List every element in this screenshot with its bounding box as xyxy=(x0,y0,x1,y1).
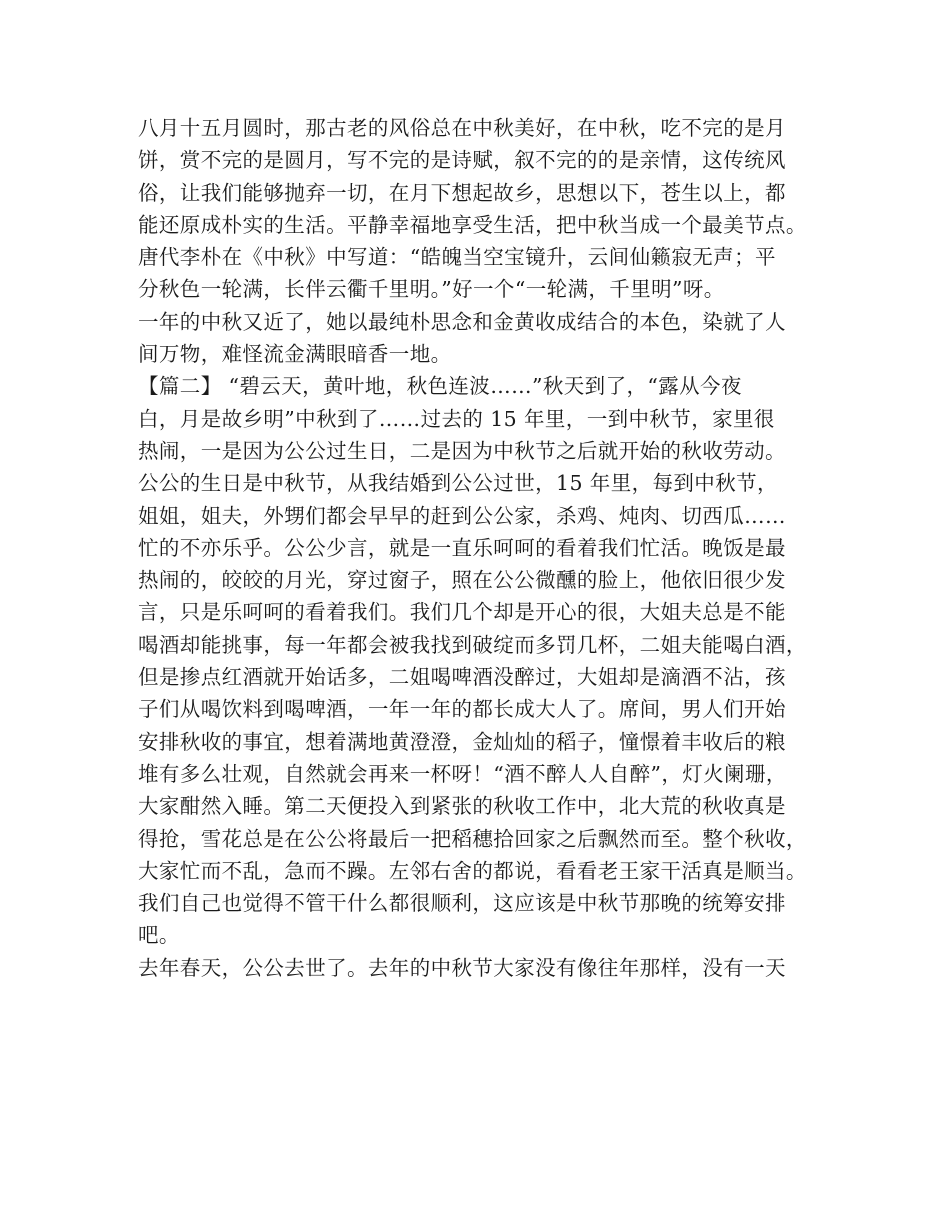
text-line: 俗，让我们能够抛弃一切，在月下想起故乡，思想以下，苍生以上，都 xyxy=(138,180,786,205)
text-line: 堆有多么壮观，自然就会再来一杯呀！“酒不醉人人自醉”，灯火阑珊， xyxy=(138,761,787,786)
text-line: 饼，赏不完的是圆月，写不完的是诗赋，叙不完的的是亲情，这传统风 xyxy=(138,148,786,173)
text-line: 喝酒却能挑事，每一年都会被我找到破绽而多罚几杯，二姐夫能喝白酒， xyxy=(138,632,807,657)
text-line: 吧。 xyxy=(138,923,180,948)
text-line: 唐代李朴在《中秋》中写道：“皓魄当空宝镜升，云间仙籁寂无声；平 xyxy=(138,245,776,270)
text-line: 忙的不亦乐乎。公公少言，就是一直乐呵呵的看着我们忙活。晚饭是最 xyxy=(138,535,786,560)
text-line: 八月十五月圆时，那古老的风俗总在中秋美好，在中秋，吃不完的是月 xyxy=(138,116,786,140)
text-line: 子们从喝饮料到喝啤酒，一年一年的都长成大人了。席间，男人们开始 xyxy=(138,697,786,722)
text-line: 大家酣然入睡。第二天便投入到紧张的秋收工作中，北大荒的秋收真是 xyxy=(138,794,786,819)
text-line: 但是掺点红酒就开始话多，二姐喝啤酒没醉过，大姐却是滴酒不沾，孩 xyxy=(138,665,786,690)
text-line: 安排秋收的事宜，想着满地黄澄澄，金灿灿的稻子，憧憬着丰收后的粮 xyxy=(138,729,786,754)
text-line: 间万物，难怪流金满眼暗香一地。 xyxy=(138,342,452,367)
text-line: 我们自己也觉得不管干什么都很顺利，这应该是中秋节那晚的统筹安排 xyxy=(138,891,786,916)
text-line: 能还原成朴实的生活。平静幸福地享受生活，把中秋当成一个最美节点。 xyxy=(138,212,807,237)
text-line: 一年的中秋又近了，她以最纯朴思念和金黄收成结合的本色，染就了人 xyxy=(138,309,786,334)
text-line: 大家忙而不乱，急而不躁。左邻右舍的都说，看看老王家干活真是顺当。 xyxy=(138,858,807,883)
text-line: 热闹，一是因为公公过生日，二是因为中秋节之后就开始的秋收劳动。 xyxy=(138,438,786,463)
text-line: 姐姐，姐夫，外甥们都会早早的赶到公公家，杀鸡、炖肉、切西瓜…… xyxy=(138,503,786,528)
text-line: 分秋色一轮满，长伴云衢千里明。”好一个“一轮满，千里明”呀。 xyxy=(138,277,725,302)
text-line: 言，只是乐呵呵的看着我们。我们几个却是开心的很，大姐夫总是不能 xyxy=(138,600,786,625)
text-line: 公公的生日是中秋节，从我结婚到公公过世，15 年里，每到中秋节， xyxy=(138,471,778,496)
text-line: 得抢，雪花总是在公公将最后一把稻穗拾回家之后飘然而至。整个秋收， xyxy=(138,826,807,851)
text-line: 热闹的，皎皎的月光，穿过窗子，照在公公微醺的脸上，他依旧很少发 xyxy=(138,568,786,593)
section-heading-line: 【篇二】 “碧云天，黄叶地，秋色连波……”秋天到了，“露从今夜 xyxy=(138,374,742,399)
article-body xyxy=(138,112,828,984)
text-line: 白，月是故乡明”中秋到了……过去的 15 年里，一到中秋节，家里很 xyxy=(138,406,775,431)
text-line: 去年春天，公公去世了。去年的中秋节大家没有像往年那样，没有一天 xyxy=(138,955,786,980)
